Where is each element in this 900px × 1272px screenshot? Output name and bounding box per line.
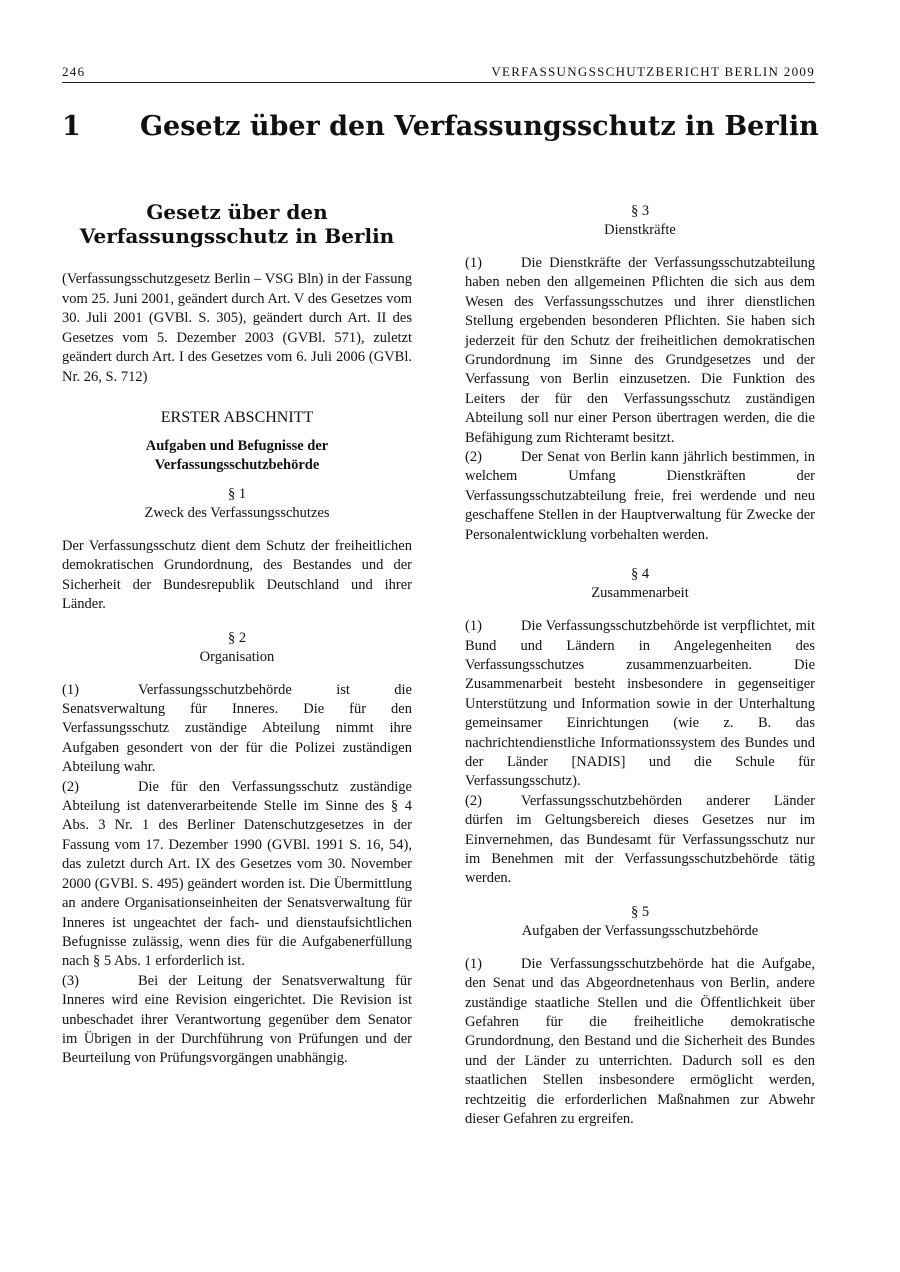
paragraph bbox=[62, 537, 412, 615]
left-column bbox=[62, 200, 412, 1083]
paragraph-text: Bei der Leitung der Senatsverwaltung für Inneres wird eine Revision eingerichtet. Die Revision ist unbeschadet ihrer Verantwortung gegenüber dem Senator im Übrigen in der Durchführung von Prüfungen und der Beurteilung von Prüfungsvorgängen unabhängig. bbox=[62, 972, 412, 1067]
law-preamble: (Verfassungsschutzgesetz Berlin – VSG Bln) in der Fassung vom 25. Juni 2001, geändert durch Art. V des Gesetzes vom 30. Juli 2001 (GVBl. S. 305), geändert durch Art. II des Gesetzes vom 5. Dezember 2003 (GVBl. 571), zuletzt geändert durch Art. I des Gesetzes vom 6. Juli 2006 (GVBl. Nr. 26, S. 712) bbox=[62, 271, 412, 385]
paragraph bbox=[465, 448, 815, 545]
paragraph bbox=[465, 955, 815, 1130]
abschnitt-title bbox=[62, 437, 412, 475]
paragraph-number: (1) bbox=[465, 255, 482, 271]
abschnitt-title-line: Verfassungsschutzbehörde bbox=[154, 457, 320, 473]
paragraph bbox=[465, 254, 815, 448]
page-number: 246 bbox=[62, 64, 86, 79]
section-sign: § 1 bbox=[227, 486, 247, 502]
paragraph-text: Die Dienstkräfte der Verfassungsschutzabteilung haben neben den allgemeinen Pflichten die sich aus dem Wesen des Verfassungsschutzes und ihrer dienstlichen Stellung ergebenden besonderen Pflichten. Sie haben sich jederzeit für den Schutz der freiheitlichen demokratischen Grundordnung im Sinne des Grundgesetzes und der Verfassung von Berlin einzusetzen. Die Funktion des Leiters der für den Verfassungsschutz zuständigen Abteilung soll nur einer Person übertragen werden, die die Befähigung zum Richteramt besitzt. bbox=[465, 255, 815, 446]
section-body bbox=[465, 617, 815, 889]
paragraph-text: Die Verfassungsschutzbehörde hat die Aufgabe, den Senat und das Abgeordnetenhaus von Berlin, andere zuständige staatliche Stellen und die Öffentlichkeit über Gefahren für die freiheitliche demokratische Grundordnung, den Bestand und die Sicherheit des Bundes und der Länder zu unterrichten. Dadurch soll es den staatlichen Stellen insbesondere ermöglicht werden, rechtzeitig die erforderlichen Maßnahmen zur Abwehr dieser Gefahren zu ergreifen. bbox=[465, 955, 815, 1128]
paragraph bbox=[465, 792, 815, 889]
paragraph bbox=[465, 617, 815, 792]
section-sign: § 2 bbox=[227, 629, 247, 646]
paragraph-text: Der Senat von Berlin kann jährlich bestimmen, in welchem Umfang Dienstkräften der Verfassungsschutzabteilung freie, frei werdende und neu geschaffene Stellen in der Hauptverwaltung für Zwecke der Personalentwicklung vorbehalten werden. bbox=[465, 449, 815, 543]
paragraph-number: (2) bbox=[62, 778, 79, 795]
paragraph bbox=[62, 778, 412, 972]
paragraph-number: (2) bbox=[465, 449, 482, 466]
law-title-line: Gesetz über den bbox=[146, 200, 328, 224]
paragraph bbox=[62, 972, 412, 1069]
right-column bbox=[465, 202, 815, 1143]
chapter-title: Gesetz über den Verfassungsschutz in Berlin bbox=[140, 111, 819, 142]
paragraph-text: Der Verfassungsschutz dient dem Schutz der freiheitlichen demokratischen Grundordnung, des Bestandes und der Sicherheit der Bundesrepublik Deutschland und ihrer Länder. bbox=[62, 538, 412, 613]
law-title-line: Verfassungsschutz in Berlin bbox=[79, 224, 395, 248]
paragraph-text: Die für den Verfassungsschutz zuständige Abteilung ist datenverarbeitende Stelle im Sinne des § 4 Abs. 3 Nr. 1 des Berliner Datenschutzgesetzes in der Fassung vom 17. Dezember 1990 (GVBl. 1991 S. 16, 54), das zuletzt durch Art. IX des Gesetzes vom 30. November 2000 (GVBl. S. 495) geändert worden ist. Die Übermittlung an andere Organisationseinheiten der Senatsverwaltung für Inneres ist ungeachtet der fach- und dienstaufsichtlichen Befugnisse zulässig, wenn dies für die Aufgabenerfüllung nach § 5 Abs. 1 erforderlich ist. bbox=[62, 778, 412, 970]
abschnitt-title-line: Aufgaben und Befugnisse der bbox=[145, 438, 329, 454]
paragraph-number: (1) bbox=[62, 681, 79, 698]
section-title: Aufgaben der Verfassungsschutzbehörde bbox=[521, 922, 759, 939]
section-body bbox=[62, 537, 412, 615]
paragraph bbox=[62, 681, 412, 778]
paragraph-number: (1) bbox=[465, 618, 482, 635]
law-title bbox=[62, 200, 412, 248]
paragraph-text: Verfassungsschutzbehörden anderer Länder dürfen im Geltungsbereich dieses Gesetzes nur im Einvernehmen, das Bundesamt für Verfassungsschutz nur im Benehmen mit der Verfassungsschutzbehörde tätig werden. bbox=[465, 792, 815, 887]
section-title: Organisation bbox=[199, 648, 275, 665]
abschnitt-heading: ERSTER ABSCHNITT bbox=[160, 409, 314, 426]
paragraph-text: Verfassungsschutzbehörde ist die Senatsverwaltung für Inneres. Die für den Verfassungsschutz zuständige Abteilung nimmt ihre Aufgaben gesondert von der für die Polizei zuständigen Abteilung wahr. bbox=[62, 681, 412, 776]
section-body bbox=[62, 681, 412, 1069]
section-body bbox=[465, 955, 815, 1130]
paragraph-number: (2) bbox=[465, 792, 482, 809]
chapter-number: 1 bbox=[62, 111, 81, 142]
section-sign: § 4 bbox=[630, 566, 650, 583]
paragraph-text: Die Verfassungsschutzbehörde ist verpflichtet, mit Bund und Ländern in Angelegenheiten des Verfassungsschutzes zusammenzuarbeiten. Die Zusammenarbeit besteht insbesondere in gegenseitiger Unterstützung und Information sowie in der Unterhaltung gemeinsamer Einrichtungen (wie z. B. das nachrichtendienstliche Informationssystem des Bundes und der Länder [NADIS] und die Schule für Verfassungsschutz). bbox=[465, 618, 815, 790]
section-title: Zweck des Verfassungsschutzes bbox=[144, 505, 330, 521]
paragraph-number: (3) bbox=[62, 972, 79, 989]
section-body bbox=[465, 254, 815, 545]
section-title: Dienstkräfte bbox=[604, 222, 676, 238]
paragraph-number: (1) bbox=[465, 955, 482, 972]
section-title: Zusammenarbeit bbox=[591, 585, 689, 602]
section-sign: § 3 bbox=[630, 203, 650, 219]
running-header bbox=[62, 62, 815, 83]
running-title: VERFASSUNGSSCHUTZBERICHT BERLIN 2009 bbox=[491, 64, 815, 79]
section-sign: § 5 bbox=[630, 903, 650, 920]
